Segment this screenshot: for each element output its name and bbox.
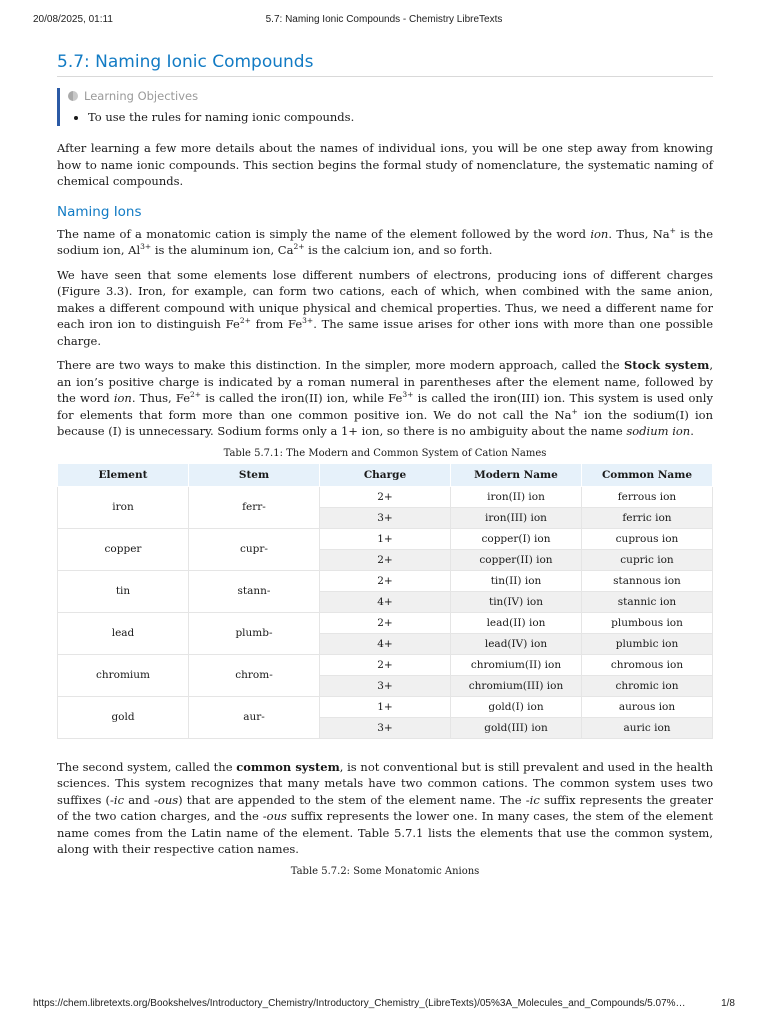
- common-cell: cuprous ion: [582, 528, 713, 549]
- charge-cell: 1+: [320, 528, 451, 549]
- page-title: 5.7: Naming Ionic Compounds: [57, 52, 713, 77]
- section-heading-naming-ions: Naming Ions: [57, 203, 142, 220]
- charge-cell: 2+: [320, 549, 451, 570]
- element-cell: iron: [58, 486, 189, 528]
- charge-cell: 2+: [320, 654, 451, 675]
- objectives-list: [68, 110, 713, 124]
- learning-objectives-header[interactable]: [68, 89, 713, 103]
- modern-cell: lead(II) ion: [451, 612, 582, 633]
- column-header: Modern Name: [451, 463, 582, 486]
- charge-cell: 3+: [320, 675, 451, 696]
- learning-objectives-box: [57, 88, 713, 126]
- stem-cell: cupr-: [189, 528, 320, 570]
- table-caption-anions: Table 5.7.2: Some Monatomic Anions: [290, 865, 480, 877]
- column-header: Charge: [320, 463, 451, 486]
- modern-cell: iron(III) ion: [451, 507, 582, 528]
- print-url: https://chem.libretexts.org/Bookshelves/Introductory_Chemistry/Introductory_Chemistry_(LibreTexts)/05%3A_Molecules_and_Compounds/5.07%…: [33, 998, 686, 1009]
- monatomic-cation-paragraph: The name of a monatomic cation is simply the name of the element followed by the word ion. Thus, Na+ is the sodium ion, $Al^{3+}$ is the aluminum ion, $Ca^{2+}$ is the calcium ion, and so forth.: [57, 225, 713, 257]
- common-cell: ferrous ion: [582, 486, 713, 507]
- stem-cell: stann-: [189, 570, 320, 612]
- common-cell: chromous ion: [582, 654, 713, 675]
- table-row: [58, 612, 713, 633]
- element-cell: copper: [58, 528, 189, 570]
- modern-cell: tin(IV) ion: [451, 591, 582, 612]
- print-date: 20/08/2025, 01:11: [33, 14, 113, 25]
- modern-cell: tin(II) ion: [451, 570, 582, 591]
- modern-cell: copper(I) ion: [451, 528, 582, 549]
- modern-cell: copper(II) ion: [451, 549, 582, 570]
- common-cell: stannic ion: [582, 591, 713, 612]
- common-cell: plumbous ion: [582, 612, 713, 633]
- charge-cell: 3+: [320, 507, 451, 528]
- learning-objectives-heading: Learning Objectives: [84, 89, 199, 103]
- objective-item: • To use the rules for naming ionic compounds.: [88, 110, 713, 124]
- print-footer: [33, 998, 735, 1012]
- element-cell: tin: [58, 570, 189, 612]
- common-cell: auric ion: [582, 717, 713, 738]
- table-caption: Table 5.7.1: The Modern and Common System of Cation Names: [223, 447, 547, 459]
- column-header: Common Name: [582, 463, 713, 486]
- charge-cell: 2+: [320, 612, 451, 633]
- common-cell: plumbic ion: [582, 633, 713, 654]
- charge-cell: 4+: [320, 591, 451, 612]
- table-row: [58, 486, 713, 507]
- half-circle-icon: [68, 91, 78, 101]
- common-cell: ferric ion: [582, 507, 713, 528]
- stem-cell: chrom-: [189, 654, 320, 696]
- modern-cell: chromium(III) ion: [451, 675, 582, 696]
- table-reference-link[interactable]: 5.7.1: [394, 825, 424, 840]
- print-header: [33, 14, 735, 30]
- stem-cell: plumb-: [189, 612, 320, 654]
- charge-cell: 3+: [320, 717, 451, 738]
- element-cell: gold: [58, 696, 189, 738]
- element-cell: chromium: [58, 654, 189, 696]
- column-header: Stem: [189, 463, 320, 486]
- charge-cell: 2+: [320, 570, 451, 591]
- intro-paragraph: After learning a few more details about the names of individual ions, you will be one step away from knowing how to name ionic compounds. This section begins the formal study of nomenclature, the systematic naming of chemical compounds.: [57, 141, 713, 188]
- table-row: [58, 696, 713, 717]
- cation-names-table: [57, 463, 713, 739]
- stock-system-paragraph: There are two ways to make this distinction. In the simpler, more modern approach, called the Stock system, an ion’s positive charge is indicated by a roman numeral in parentheses after the element name, followed by the word ion. Thus, $Fe^{2+}$ is called the iron(II) ion, while $Fe^{3+}$ is called the iron(III) ion. This system is used only for elements that form more than one common positive ion. We do not call the Na+ ion the sodium(I) ion because (I) is unnecessary. Sodium forms only a 1+ ion, so there is no ambiguity about the name sodium ion.: [57, 358, 713, 438]
- article-content: [57, 52, 713, 877]
- page-number: 1/8: [721, 998, 735, 1009]
- modern-cell: iron(II) ion: [451, 486, 582, 507]
- common-cell: chromic ion: [582, 675, 713, 696]
- common-cell: stannous ion: [582, 570, 713, 591]
- modern-cell: gold(III) ion: [451, 717, 582, 738]
- charge-cell: 2+: [320, 486, 451, 507]
- table-header-row: [58, 463, 713, 486]
- element-cell: lead: [58, 612, 189, 654]
- common-cell: cupric ion: [582, 549, 713, 570]
- common-system-paragraph: The second system, called the common system, is not conventional but is still prevalent and used in the health sciences. This system recognizes that many metals have two common cations. The common system uses two suffixes (-ic and -ous) that are appended to the stem of the element name. The -ic suffix represents the greater of the two cation charges, and the -ous suffix represents the lower one. In many cases, the stem of the element name comes from the Latin name of the element. Table 5.7.1 lists the elements that use the common system, along with their respective cation names.: [57, 759, 713, 856]
- column-header: Element: [58, 463, 189, 486]
- table-row: [58, 570, 713, 591]
- modern-cell: lead(IV) ion: [451, 633, 582, 654]
- common-cell: aurous ion: [582, 696, 713, 717]
- charge-cell: 4+: [320, 633, 451, 654]
- stem-cell: aur-: [189, 696, 320, 738]
- table-row: [58, 654, 713, 675]
- modern-cell: gold(I) ion: [451, 696, 582, 717]
- modern-cell: chromium(II) ion: [451, 654, 582, 675]
- table-row: [58, 528, 713, 549]
- stem-cell: ferr-: [189, 486, 320, 528]
- print-page-title: 5.7: Naming Ionic Compounds - Chemistry LibreTexts: [265, 14, 503, 25]
- charge-cell: 1+: [320, 696, 451, 717]
- different-charges-paragraph: We have seen that some elements lose different numbers of electrons, producing ions of different charges (Figure 3.3). Iron, for example, can form two cations, each of which, when combined with the same anion, makes a different compound with unique physical and chemical properties. Thus, we need a different name for each iron ion to distinguish $Fe^{2+}$ from $Fe^{3+}$. The same issue arises for other ions with more than one possible charge.: [57, 267, 713, 348]
